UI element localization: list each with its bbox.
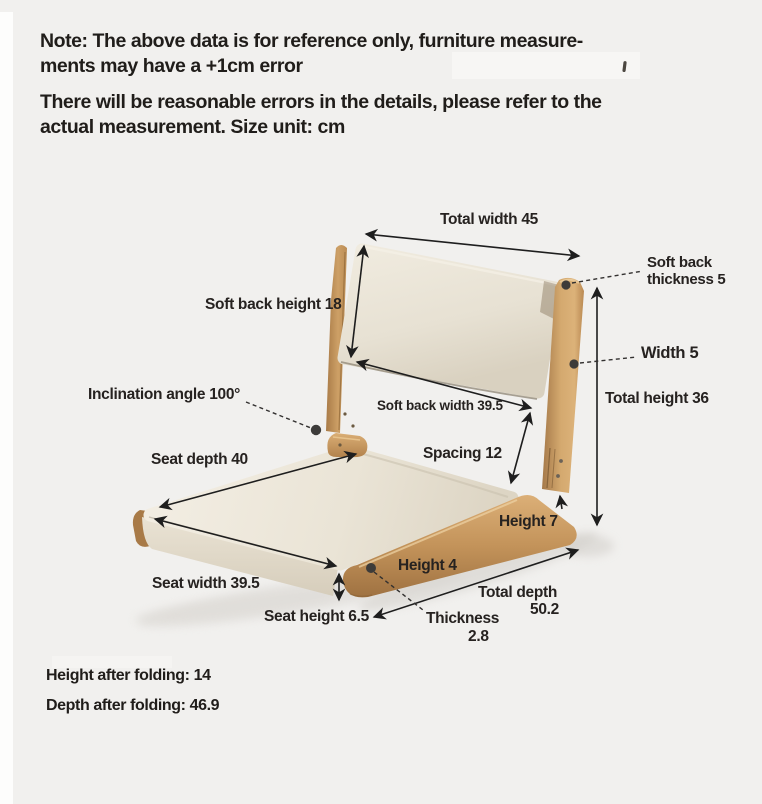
note-line: ments may have a +1cm error bbox=[40, 54, 303, 77]
dim-arrow-height-rear bbox=[560, 496, 562, 509]
dim-value-total-depth: 50.2 bbox=[530, 601, 559, 618]
dot-inclination-angle bbox=[311, 425, 321, 435]
dim-label-seat-depth: Seat depth 40 bbox=[151, 451, 248, 468]
folded-depth-text: Depth after folding: 46.9 bbox=[46, 697, 220, 714]
dim-label-seat-width: Seat width 39.5 bbox=[152, 575, 260, 592]
dim-label-soft-back-thickness: Soft back thickness 5 bbox=[647, 254, 726, 288]
screw bbox=[351, 424, 354, 427]
dim-label-width: Width 5 bbox=[641, 344, 699, 362]
dim-label-inclination-angle: Inclination angle 100° bbox=[88, 386, 241, 403]
dim-label-total-depth: Total depth bbox=[478, 584, 558, 601]
dim-label-seat-height: Seat height 6.5 bbox=[264, 608, 369, 625]
note-size-unit bbox=[40, 90, 602, 139]
note-line: There will be reasonable errors in the details, please refer to the bbox=[40, 91, 602, 113]
dim-label-height-rear: Height 7 bbox=[499, 513, 558, 530]
screw bbox=[338, 443, 341, 446]
screw bbox=[559, 459, 563, 463]
left-edge-strip bbox=[0, 12, 13, 804]
folded-height-text: Height after folding: 14 bbox=[46, 667, 211, 684]
dim-label-height-base: Height 4 bbox=[398, 557, 457, 574]
note-reference-error bbox=[40, 29, 583, 78]
note-line: actual measurement. Size unit: cm bbox=[40, 115, 345, 138]
backrest-cushion bbox=[344, 250, 555, 392]
dim-label-total-width: Total width 45 bbox=[440, 211, 538, 228]
dim-label-total-height: Total height 36 bbox=[605, 390, 709, 407]
dim-label-spacing: Spacing 12 bbox=[423, 445, 502, 462]
note-line: Note: The above data is for reference only, furniture measure- bbox=[40, 30, 583, 52]
dim-label-soft-back-width: Soft back width 39.5 bbox=[377, 398, 503, 413]
screw bbox=[556, 474, 560, 478]
leader-width bbox=[580, 357, 637, 363]
dim-label-soft-back-height: Soft back height 18 bbox=[205, 296, 342, 313]
dim-value-thickness: 2.8 bbox=[468, 628, 489, 645]
dot-height-base bbox=[366, 563, 376, 573]
leader-inclination-angle bbox=[246, 402, 311, 428]
leader-soft-back-thickness bbox=[572, 271, 643, 283]
screw bbox=[343, 412, 346, 415]
dot-soft-back-thickness bbox=[561, 280, 570, 289]
dim-label-thickness: Thickness bbox=[426, 610, 500, 627]
dot-width bbox=[569, 359, 578, 368]
dim-arrow-spacing bbox=[511, 413, 530, 483]
